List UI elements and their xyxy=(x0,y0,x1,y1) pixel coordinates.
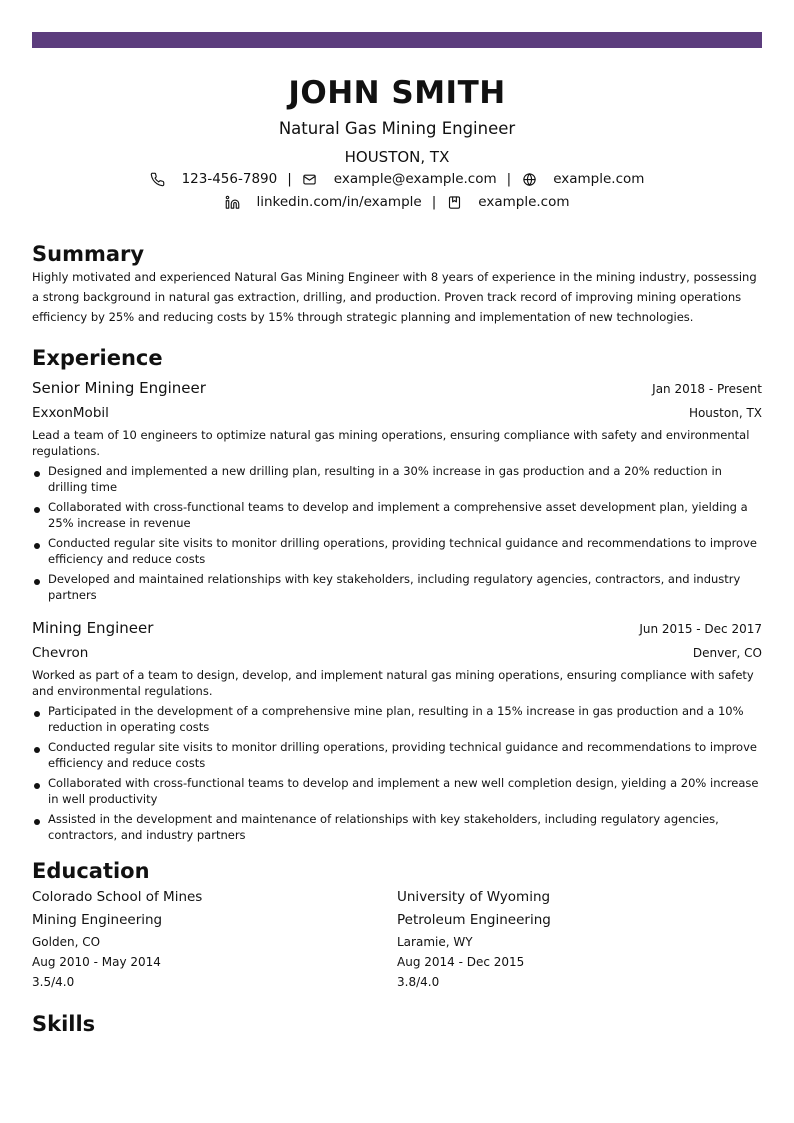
job-role: Senior Mining Engineer xyxy=(32,379,206,397)
edu-school: University of Wyoming xyxy=(397,889,551,905)
globe-icon xyxy=(521,171,537,187)
edu-degree: Mining Engineering xyxy=(32,912,163,928)
skills-heading: Skills xyxy=(32,1012,96,1036)
accent-bar xyxy=(32,32,762,48)
bullet-item: Participated in the development of a comprehensive mine plan, resulting in a 15% increase in gas production and a 10% reduction in operating costs xyxy=(32,703,762,735)
job-dates: Jun 2015 - Dec 2017 xyxy=(639,622,762,636)
summary-heading: Summary xyxy=(32,242,145,266)
job-dates: Jan 2018 - Present xyxy=(652,382,762,396)
edu-dates: Aug 2010 - May 2014 xyxy=(32,955,161,969)
candidate-location: HOUSTON, TX xyxy=(344,148,450,166)
education-heading: Education xyxy=(32,859,150,883)
job-description: Worked as part of a team to design, develop, and implement natural gas mining operations, ensuring compliance with safety and environmental regulations. xyxy=(32,668,754,698)
phone-number[interactable]: 123-456-7890 xyxy=(181,171,278,187)
education-entry xyxy=(32,886,397,992)
edu-gpa: 3.8/4.0 xyxy=(397,975,440,989)
job-bullets xyxy=(32,703,762,843)
edu-dates: Aug 2014 - Dec 2015 xyxy=(397,955,525,969)
resume-page xyxy=(32,32,762,1037)
edu-location: Laramie, WY xyxy=(397,935,473,949)
education-grid xyxy=(32,886,762,992)
education-entry xyxy=(397,886,762,992)
job-location: Denver, CO xyxy=(692,646,762,660)
edu-degree: Petroleum Engineering xyxy=(397,912,551,928)
job-bullets xyxy=(32,463,762,603)
edu-school: Colorado School of Mines xyxy=(32,889,203,905)
portfolio-icon xyxy=(446,194,462,210)
job-description: Lead a team of 10 engineers to optimize natural gas mining operations, ensuring compliance with safety and environmental regulations. xyxy=(32,428,750,458)
bullet-item: Conducted regular site visits to monitor drilling operations, providing technical guidance and recommendations to improve efficiency and reduce costs xyxy=(32,739,762,771)
linkedin-link[interactable]: linkedin.com/in/example xyxy=(256,194,422,210)
candidate-name: JOHN SMITH xyxy=(288,75,506,111)
separator: | xyxy=(287,171,292,187)
email-link[interactable]: example@example.com xyxy=(333,171,497,187)
separator: | xyxy=(506,171,512,187)
bullet-item: Developed and maintained relationships with key stakeholders, including regulatory agencies, contractors, and industry partners xyxy=(32,571,762,603)
edu-gpa: 3.5/4.0 xyxy=(32,975,75,989)
portfolio-link[interactable]: example.com xyxy=(478,194,570,210)
job-role: Mining Engineer xyxy=(32,619,154,637)
website-link[interactable]: example.com xyxy=(553,171,645,187)
bullet-item: Collaborated with cross-functional teams to develop and implement a comprehensive asset development plan, yielding a 25% increase in revenue xyxy=(32,499,762,531)
mail-icon xyxy=(302,171,318,187)
summary-text: Highly motivated and experienced Natural Gas Mining Engineer with 8 years of experience in the mining industry, possessing a strong background in natural gas extraction, drilling, and production. Proven track record of improving mining operations efficiency by 25% and reducing costs by 15% through strategic planning and implementation of new technologies. xyxy=(32,270,757,324)
edu-location: Golden, CO xyxy=(32,935,101,949)
resume-header xyxy=(32,75,762,212)
bullet-item: Designed and implemented a new drilling plan, resulting in a 30% increase in gas production and a 20% reduction in drilling time xyxy=(32,463,762,495)
separator: | xyxy=(431,194,437,210)
phone-icon xyxy=(150,171,166,187)
job-entry xyxy=(32,617,762,843)
linkedin-icon xyxy=(224,194,240,210)
bullet-item: Collaborated with cross-functional teams to develop and implement a new well completion design, yielding a 20% increase in well productivity xyxy=(32,775,762,807)
bullet-item: Conducted regular site visits to monitor drilling operations, providing technical guidance and recommendations to improve efficiency and reduce costs xyxy=(32,535,762,567)
contact-row-secondary xyxy=(32,192,762,212)
job-location: Houston, TX xyxy=(688,406,762,420)
job-entry xyxy=(32,377,762,603)
contact-row-primary xyxy=(32,169,762,189)
bullet-item: Assisted in the development and maintenance of relationships with key stakeholders, including regulatory agencies, contractors, and industry partners xyxy=(32,811,762,843)
job-company: ExxonMobil xyxy=(32,405,109,421)
candidate-title: Natural Gas Mining Engineer xyxy=(278,119,516,138)
experience-heading: Experience xyxy=(32,346,163,370)
job-company: Chevron xyxy=(32,645,89,661)
